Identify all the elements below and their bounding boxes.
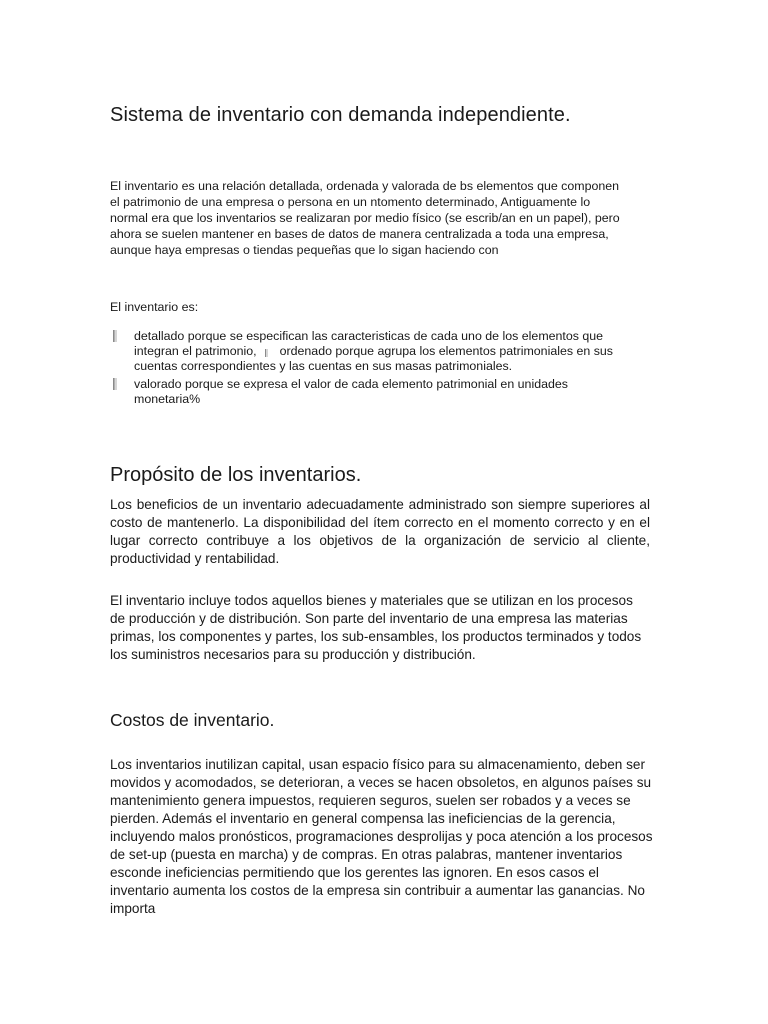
section-title-sistema: Sistema de inventario con demanda independiente. [110, 104, 571, 126]
paragraph-definicion: El inventario es una relación detallada, ordenada y valorada de bs elementos que componen el patrimonio de una empresa o persona en un ntomento determinado, Antiguamente lo normal era que los inventarios se realizaran por medio físico (se escrib/an en un papel), pero ahora se suelen mantener en bases de datos de manera centralizada a toda una empresa, aunque haya empresas o tiendas pequeñas que lo sigan haciendo con [110, 179, 620, 257]
bullet-icon [265, 349, 268, 357]
bullet-text-detallado: detallado porque se especifican las caracteristicas de cada uno de los elementos que integran el patrimonio, [134, 329, 604, 359]
list-item [110, 329, 630, 375]
list-item [110, 377, 630, 407]
bullet-text-ordenado: ordenado porque agrupa los elementos patrimoniales en sus cuentas correspondientes y las cuentas en sus masas patrimoniales. [134, 344, 613, 374]
bullet-text-valorado: valorado porque se expresa el valor de cada elemento patrimonial en unidades monetaria% [134, 376, 568, 406]
inventory-is-label: El inventario es: [110, 300, 199, 314]
inventory-properties-list [110, 329, 630, 409]
bullet-icon [113, 378, 117, 390]
section-title-costos: Costos de inventario. [110, 710, 275, 730]
paragraph-inventario-incluye: El inventario incluye todos aquellos bienes y materiales que se utilizan en los procesos de producción y de distribución. Son parte del inventario de una empresa las materias primas, los componentes y partes, los sub-ensambles, los productos terminados y todos los suministros necesarios para su producción y distribución. [110, 593, 642, 662]
paragraph-beneficios: Los beneficios de un inventario adecuadamente administrado son siempre superiores al costo de mantenerlo. La disponibilidad del ítem correcto en el momento correcto y en el lugar correcto contribuye a los objetivos de la organización de servicio al cliente, productividad y rentabilidad. [110, 497, 650, 566]
paragraph-costos: Los inventarios inutilizan capital, usan espacio físico para su almacenamiento, deben ser movidos y acomodados, se deterioran, a veces se hacen obsoletos, en algunos países su mantenimiento genera impuestos, requieren seguros, suelen ser robados y a veces se pierden. Además el inventario en general compensa las ineficiencias de la gerencia, incluyendo malos pronósticos, programaciones desprolijas y poca atención a los procesos de set-up (puesta en marcha) y de compras. En otras palabras, mantener inventarios esconde ineficiencias permitiendo que los gerentes las ignoren. En esos casos el inventario aumenta los costos de la empresa sin contribuir a aumentar las ganancias. No importa [110, 757, 653, 916]
bullet-icon [113, 330, 117, 342]
section-title-proposito: Propósito de los inventarios. [110, 464, 362, 486]
